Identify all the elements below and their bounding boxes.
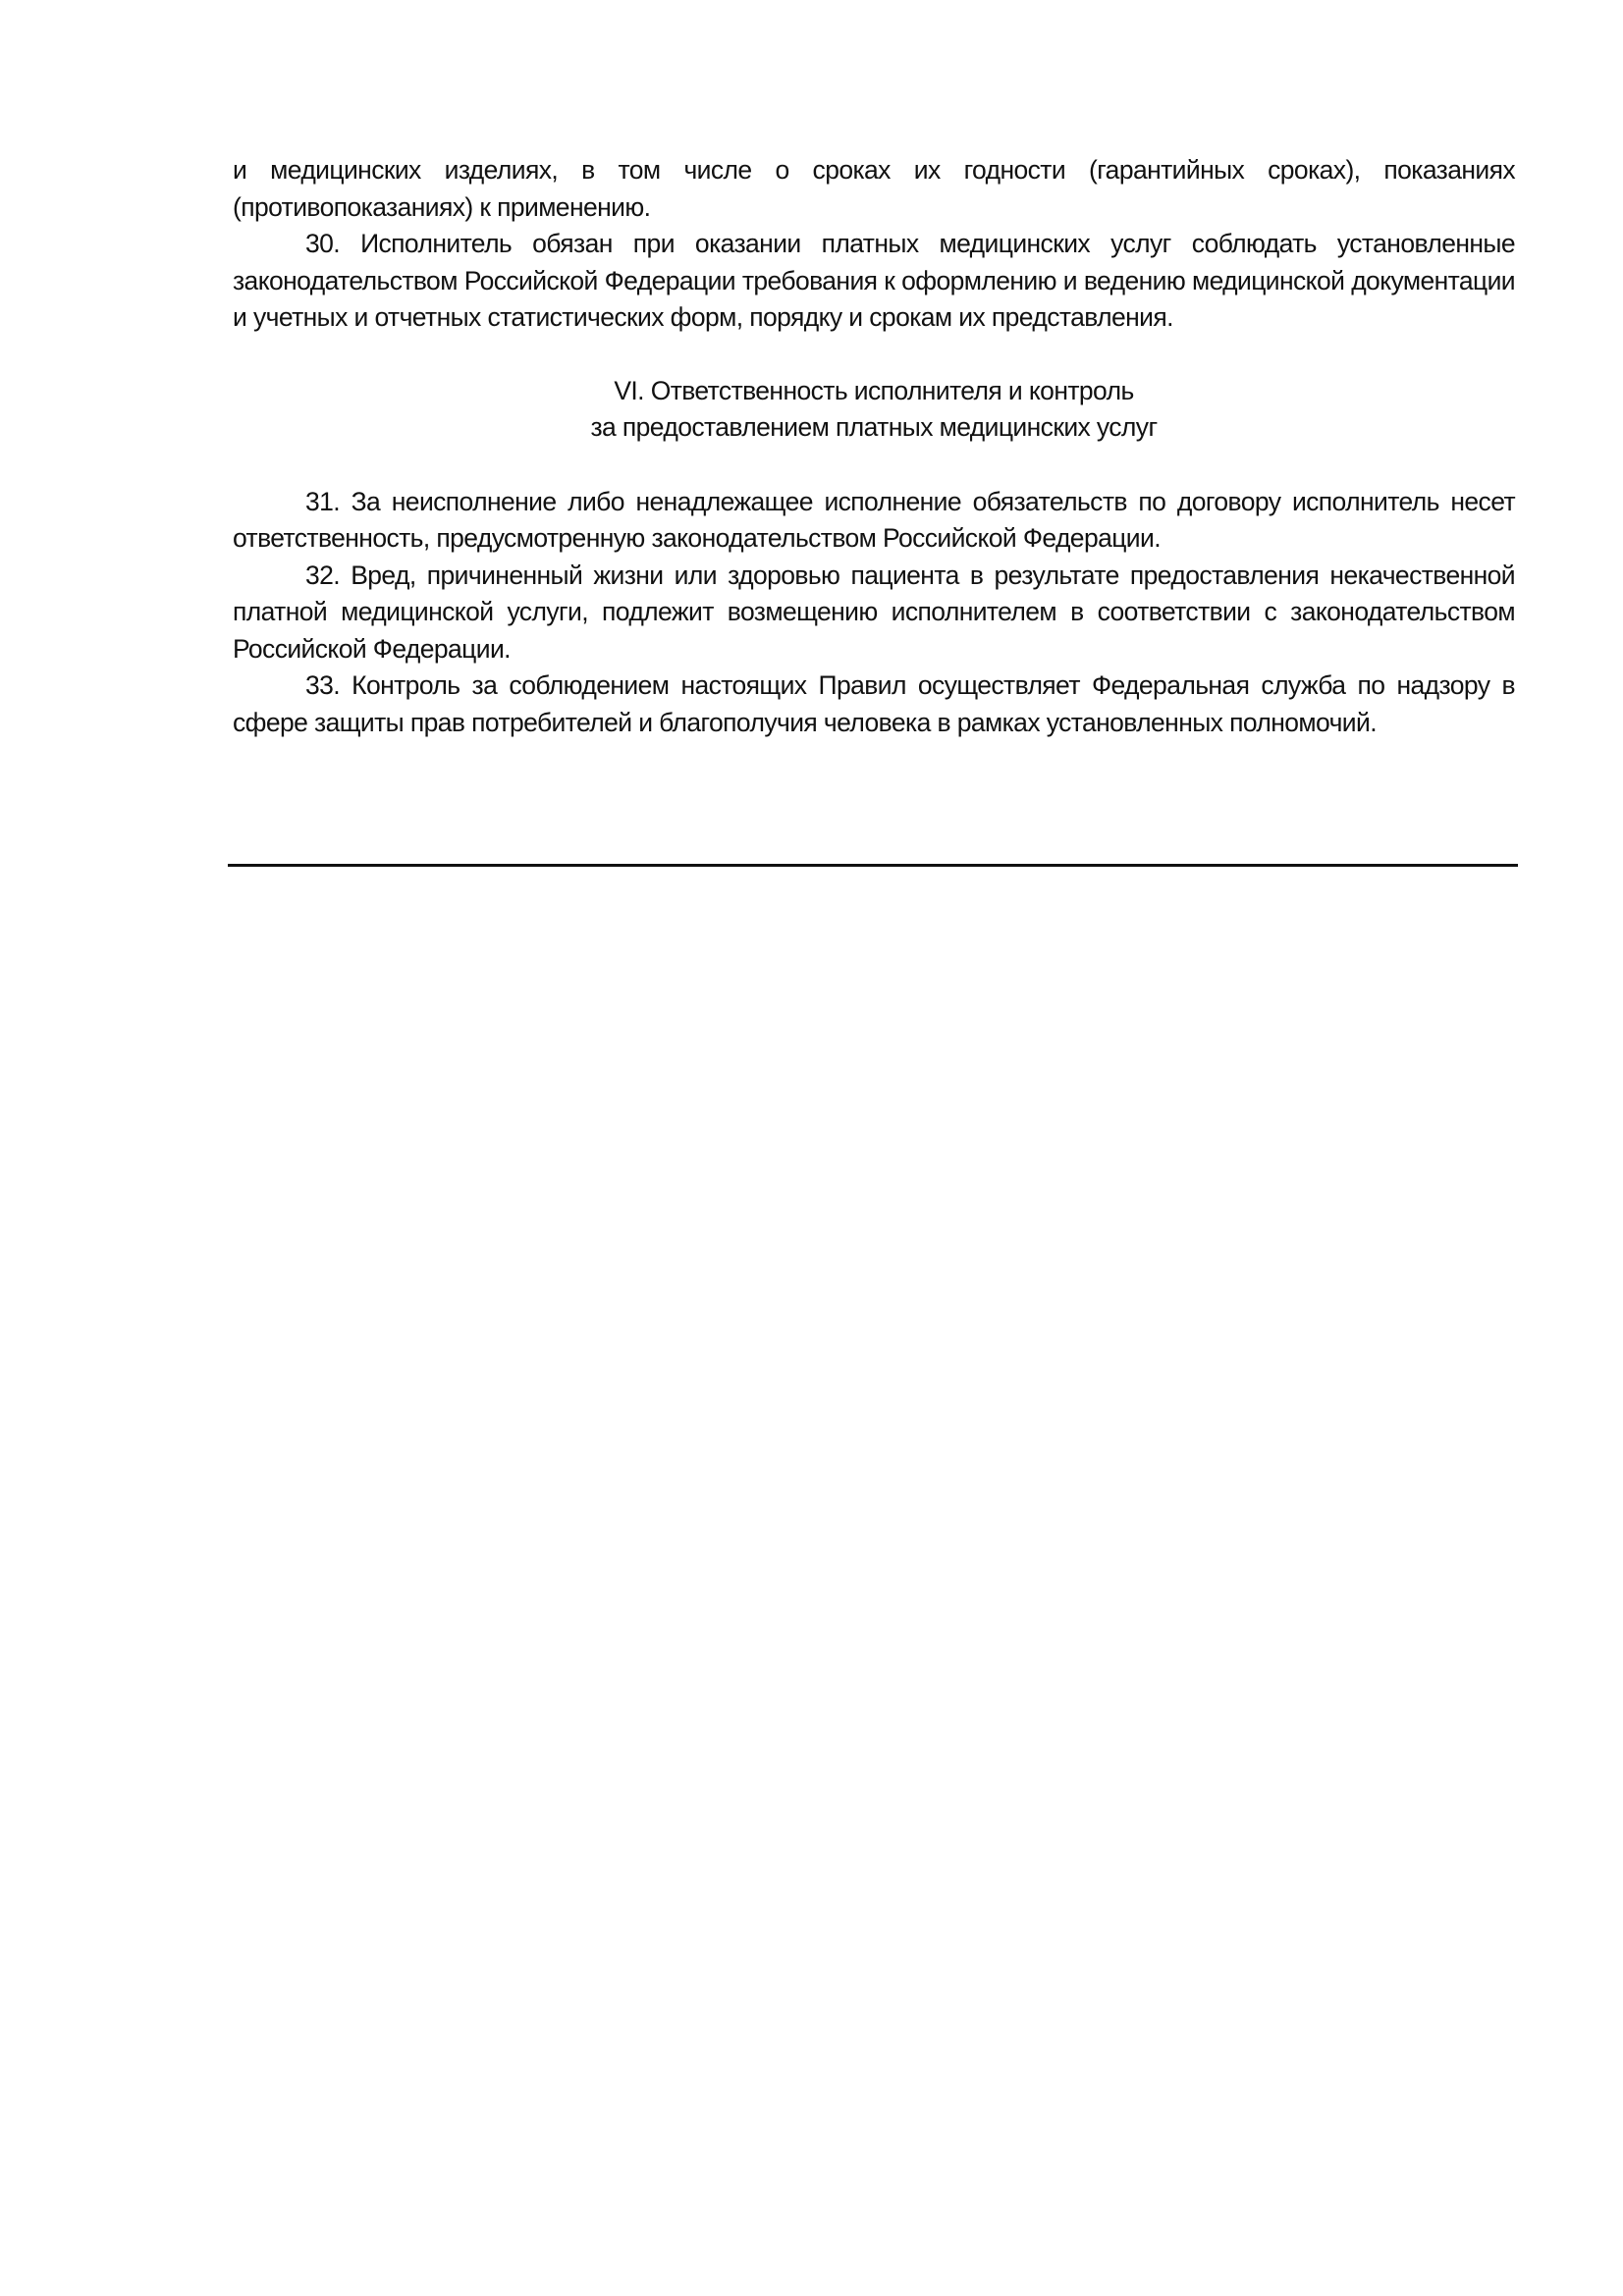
paragraph-continuation: и медицинских изделиях, в том числе о сроках их годности (гарантийных сроках), показаниях (противопоказаниях) к применению. [233, 155, 1515, 222]
document-body [233, 152, 1515, 741]
section-heading-line-1: VI. Ответственность исполнителя и контроль [614, 375, 1134, 405]
paragraph-33: 33. Контроль за соблюдением настоящих Правил осуществляет Федеральная служба по надзору в сфере защиты прав потребителей и благополучия человека в рамках установленных полномочий. [233, 670, 1515, 737]
paragraph-32: 32. Вред, причиненный жизни или здоровью пациента в результате предоставления некачественной платной медицинской услуги, подлежит возмещению исполнителем в соответствии с законодательством Российской Федерации. [233, 560, 1515, 664]
end-of-document-rule [228, 864, 1518, 867]
section-heading [233, 373, 1515, 447]
section-heading-line-2: за предоставлением платных медицинских услуг [590, 412, 1158, 442]
paragraph-31: 31. За неисполнение либо ненадлежащее исполнение обязательств по договору исполнитель несет ответственность, предусмотренную законодательством Российской Федерации. [233, 486, 1515, 553]
paragraph-30: 30. Исполнитель обязан при оказании платных медицинских услуг соблюдать установленные законодательством Российской Федерации требования к оформлению и ведению медицинской документации и учетных и отчетных статистических форм, порядку и срокам их представления. [233, 229, 1515, 332]
